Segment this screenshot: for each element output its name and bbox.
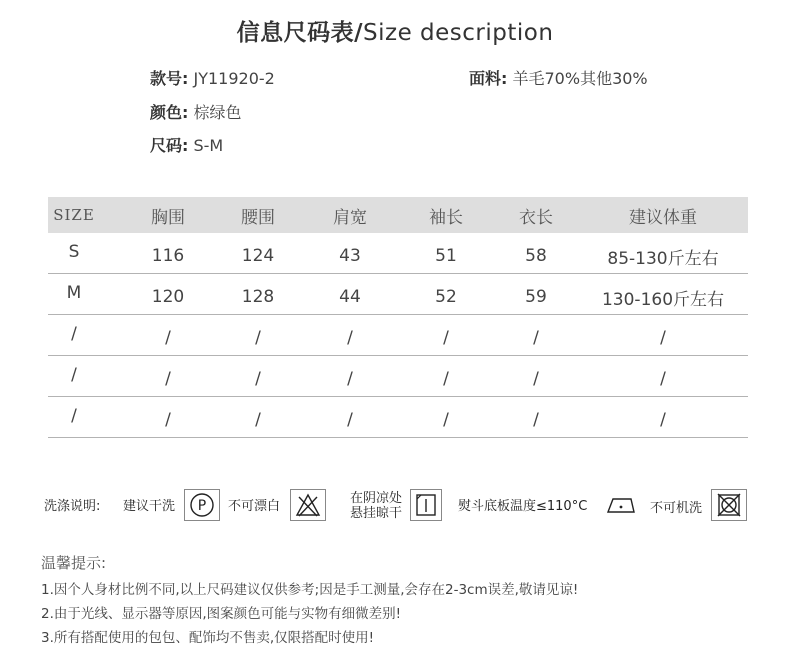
table-header-row <box>48 197 748 233</box>
table-cell: 120 <box>151 287 185 307</box>
color-label: 颜色: <box>150 103 189 122</box>
table-cell: 130-160斤左右 <box>601 289 725 310</box>
table-cell: S <box>68 242 80 262</box>
table-row <box>48 397 748 438</box>
wash-instructions-label: 洗涤说明: <box>44 499 101 514</box>
table-row <box>48 356 748 397</box>
no-machine-wash-label: 不可机洗 <box>650 501 703 516</box>
header-cell: SIZE <box>53 206 95 224</box>
no-bleach-icon <box>290 489 326 521</box>
color-value: 棕绿色 <box>193 103 242 122</box>
style-number <box>150 66 275 89</box>
iron-temperature-label: 熨斗底板温度≤110°C <box>458 499 588 514</box>
header-cell: 肩宽 <box>333 207 367 228</box>
table-cell: 43 <box>339 246 361 266</box>
table-cell: / <box>660 410 666 430</box>
table-cell: / <box>165 410 171 430</box>
table-cell: M <box>66 283 82 303</box>
table-cell: / <box>660 328 666 348</box>
table-cell: / <box>71 324 77 344</box>
iron-low-temp-icon <box>601 489 641 521</box>
table-cell: / <box>443 369 449 389</box>
size-range-label: 尺码: <box>150 136 189 155</box>
fabric-value: 羊毛70%其他30% <box>512 69 648 88</box>
fabric-label: 面料: <box>469 69 508 88</box>
tip-item: 3.所有搭配使用的包包、配饰均不售卖,仅限搭配时使用! <box>41 630 375 646</box>
header-cell: 衣长 <box>519 207 553 228</box>
style-number-value: JY11920-2 <box>193 69 275 88</box>
header-cell: 胸围 <box>151 207 185 228</box>
header-cell: 袖长 <box>429 207 463 228</box>
table-cell: / <box>165 328 171 348</box>
table-cell: 44 <box>339 287 361 307</box>
table-cell: / <box>71 365 77 385</box>
tip-item: 1.因个人身材比例不同,以上尺码建议仅供参考;因是手工测量,会存在2-3cm误差,敬请见谅! <box>41 582 579 598</box>
shade-dry-label-line1: 在阴凉处 <box>350 491 403 506</box>
table-cell: 52 <box>435 287 457 307</box>
table-cell: 51 <box>435 246 457 266</box>
title-chinese: 信息尺码表/ <box>236 20 363 46</box>
svg-text:P: P <box>197 498 207 514</box>
shade-dry-label-line2: 悬挂晾干 <box>350 506 403 521</box>
table-cell: 116 <box>151 246 185 266</box>
table-cell: / <box>533 328 539 348</box>
header-cell: 腰围 <box>241 207 275 228</box>
size-range-value: S-M <box>193 136 224 155</box>
fabric <box>469 66 648 89</box>
table-cell: / <box>533 369 539 389</box>
style-number-label: 款号: <box>150 69 189 88</box>
table-cell: 124 <box>241 246 275 266</box>
size-range <box>150 133 223 156</box>
no-bleach-label: 不可漂白 <box>228 499 281 514</box>
tips-title: 温馨提示: <box>41 554 107 572</box>
table-cell: 128 <box>241 287 275 307</box>
table-cell: / <box>255 410 261 430</box>
table-cell: / <box>347 328 353 348</box>
table-cell: / <box>165 369 171 389</box>
table-cell: / <box>347 369 353 389</box>
table-cell: / <box>443 328 449 348</box>
table-cell: / <box>347 410 353 430</box>
table-cell: 59 <box>525 287 547 307</box>
table-cell: / <box>533 410 539 430</box>
dry-clean-label: 建议干洗 <box>123 499 176 514</box>
color <box>150 100 242 123</box>
header-cell: 建议体重 <box>629 207 697 228</box>
page-title <box>0 14 790 47</box>
line-dry-shade-icon <box>410 489 442 521</box>
table-cell: 58 <box>525 246 547 266</box>
table-cell: / <box>71 406 77 426</box>
size-table <box>48 197 748 438</box>
tip-item: 2.由于光线、显示器等原因,图案颜色可能与实物有细微差别! <box>41 606 402 622</box>
table-row <box>48 315 748 356</box>
table-row <box>48 233 748 274</box>
table-cell: / <box>443 410 449 430</box>
title-english: Size description <box>363 20 554 46</box>
table-cell: 85-130斤左右 <box>607 248 719 269</box>
table-cell: / <box>660 369 666 389</box>
no-machine-wash-icon <box>711 489 747 521</box>
table-cell: / <box>255 369 261 389</box>
table-row <box>48 274 748 315</box>
table-cell: / <box>255 328 261 348</box>
dry-clean-p-icon <box>184 489 220 521</box>
